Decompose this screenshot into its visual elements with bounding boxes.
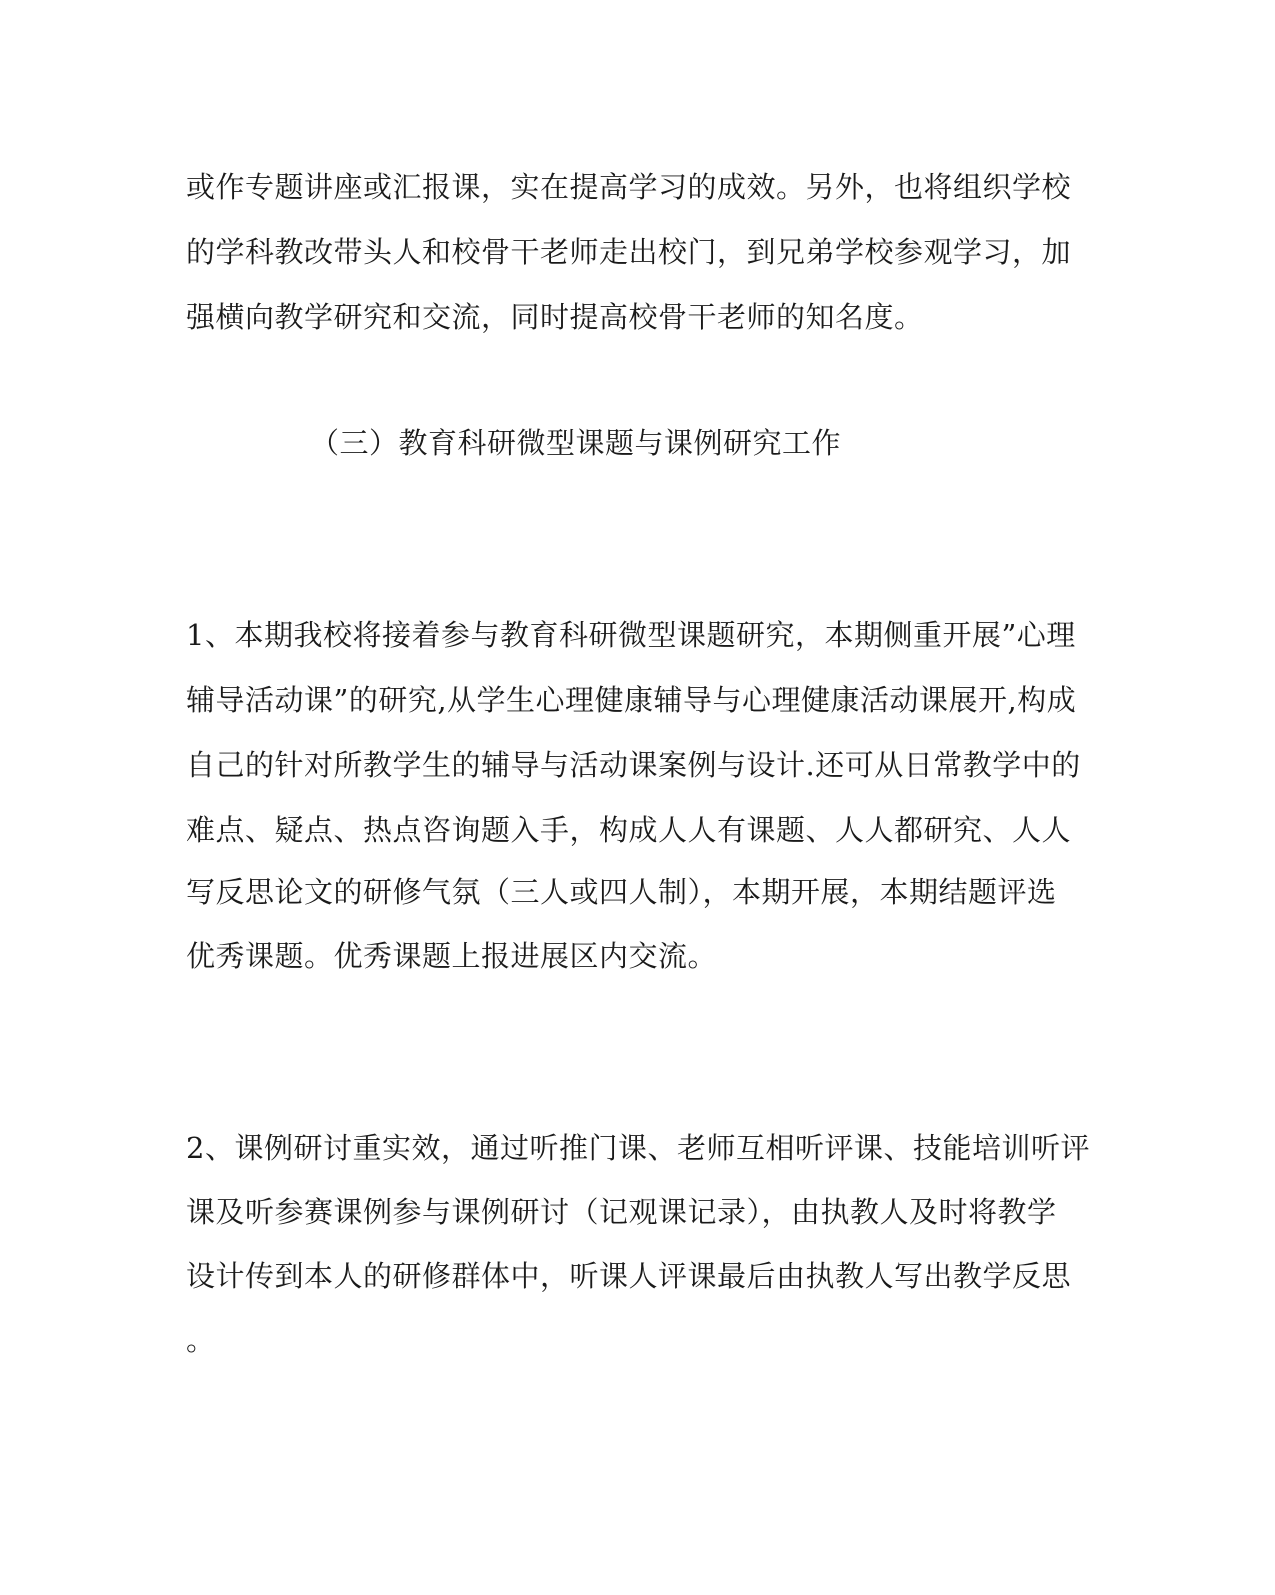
item-2-line-2: 课及听参赛课例参与课例研讨（记观课记录），由执教人及时将教学 [186,1195,1057,1229]
intro-line-3: 强横向教学研究和交流，同时提高校骨干老师的知名度。 [186,300,924,334]
item-2-line-3: 设计传到本人的研修群体中，听课人评课最后由执教人写出教学反思 [186,1259,1072,1293]
intro-line-1: 或作专题讲座或汇报课，实在提高学习的成效。另外，也将组织学校 [186,170,1072,204]
item-1-line-1: 1、本期我校将接着参与教育科研微型课题研究，本期侧重开展”心理 [186,618,1076,652]
item-1-line-2: 辅导活动课”的研究,从学生心理健康辅导与心理健康活动课展开,构成 [186,683,1077,717]
intro-line-2: 的学科教改带头人和校骨干老师走出校门，到兄弟学校参观学习，加 [186,235,1072,269]
item-2-line-1: 2、课例研讨重实效，通过听推门课、老师互相听评课、技能培训听评 [186,1131,1090,1165]
item-1-line-4: 难点、疑点、热点咨询题入手，构成人人有课题、人人都研究、人人 [186,813,1072,847]
item-1-line-6: 优秀课题。优秀课题上报进展区内交流。 [186,939,718,973]
item-2-line-4: 。 [186,1323,216,1357]
item-1-line-5: 写反思论文的研修气氛（三人或四人制），本期开展，本期结题评选 [186,875,1057,909]
item-1-line-3: 自己的针对所教学生的辅导与活动课案例与设计.还可从日常教学中的 [186,748,1081,782]
section-heading: （三）教育科研微型课题与课例研究工作 [310,426,842,460]
